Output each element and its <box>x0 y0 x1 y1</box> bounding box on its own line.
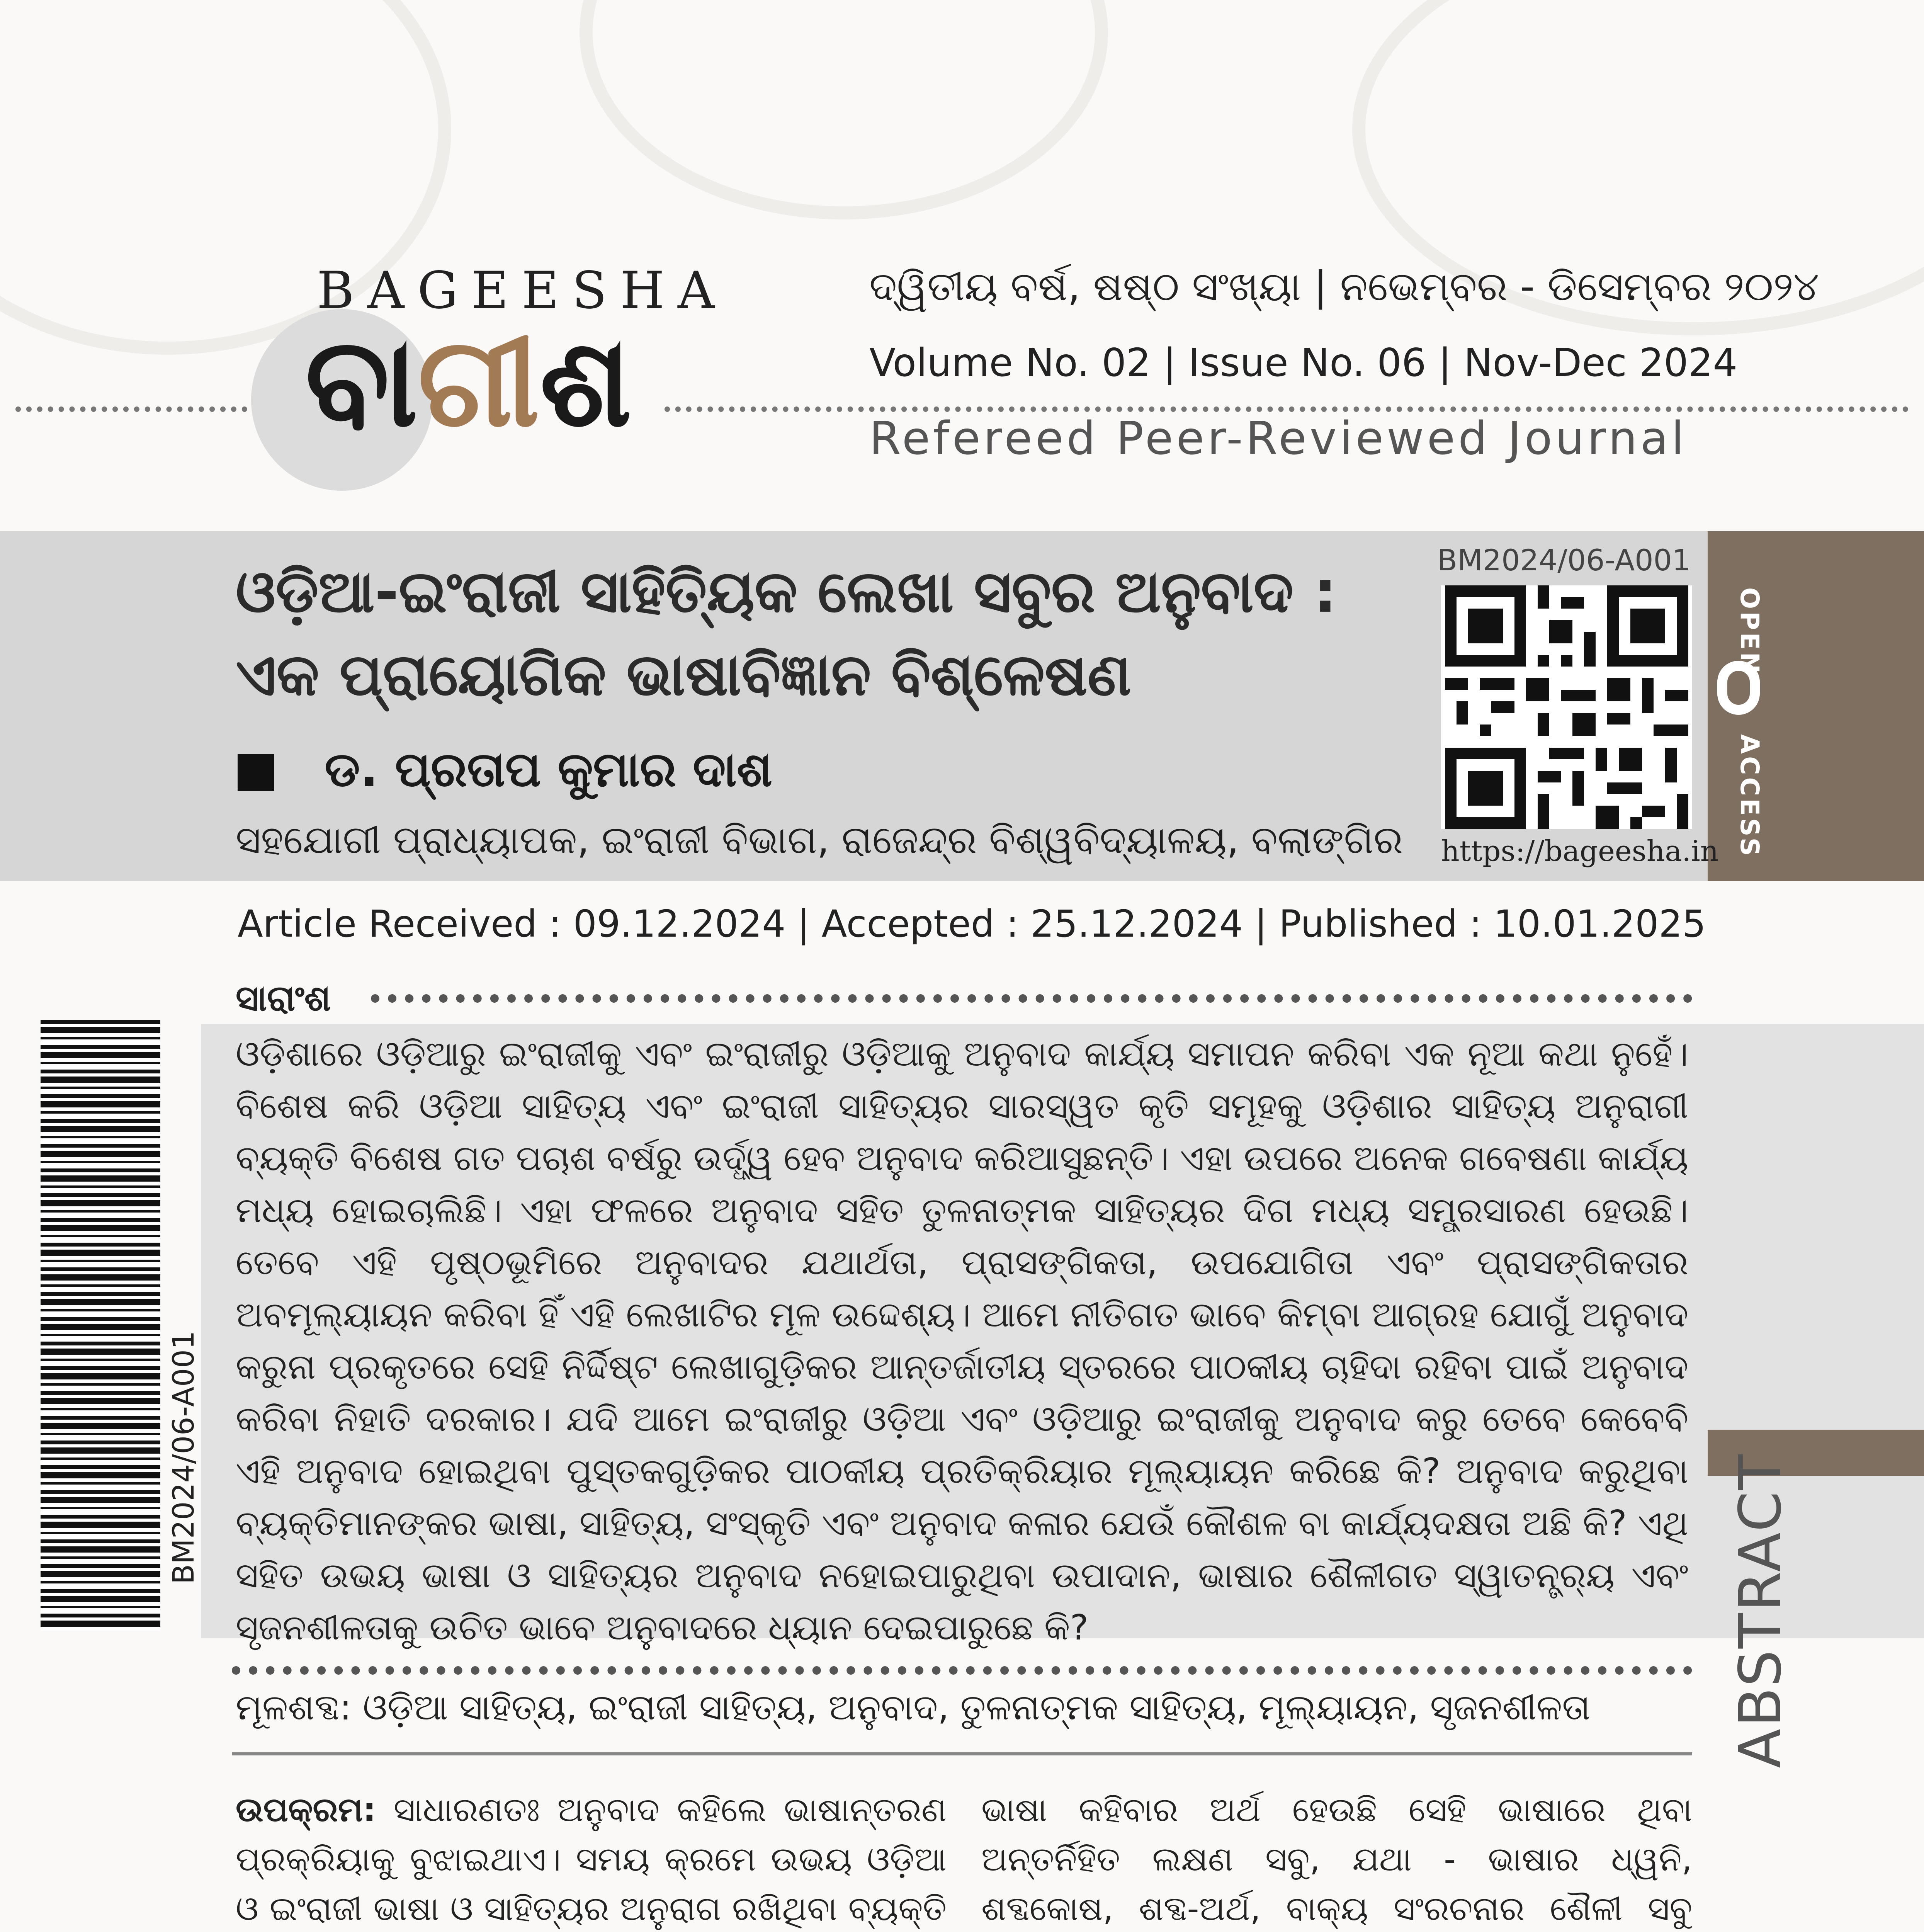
dotted-divider <box>232 1666 1692 1675</box>
article-dates: Article Received : 09.12.2024 | Accepted : 25.12.2024 | Published : 10.01.2025 <box>238 902 1706 946</box>
author-name: ଡ. ପ୍ରତାପ କୁମାର ଦାଶ <box>325 742 773 798</box>
intro-text: ସାଧାରଣତଃ ଅନୁବାଦ କହିଲେ ଭାଷାନ୍ତରଣ ପ୍ରକ୍ରିୟାକୁ ବୁଝାଇଥାଏ। ସମୟ କ୍ରମେ ଉଭୟ ଓଡ଼ିଆ ଓ ଇଂରାଜୀ ଭାଷା ଓ ସାହିତ୍ୟର ଅନୁରାଗ ରଖିଥିବା ବ୍ୟକ୍ତି <box>236 1791 947 1928</box>
article-id: BM2024/06-A001 <box>1437 543 1691 577</box>
dotted-divider <box>371 994 1692 1003</box>
logo-part-2: ଶ <box>539 311 632 454</box>
keywords: ମୂଳଶବ୍ଦ: ଓଡ଼ିଆ ସାହିତ୍ୟ, ଇଂରାଜୀ ସାହିତ୍ୟ, ଅନୁବାଦ, ତୁଳନାତ୍ମକ ସାହିତ୍ୟ, ମୂଲ୍ୟାୟନ, ସୃଜନଶୀଳତା <box>236 1687 1591 1728</box>
logo-part-accent: ଗୀ <box>418 311 540 454</box>
abstract-text: ଓଡ଼ିଶାରେ ଓଡ଼ିଆରୁ ଇଂରାଜୀକୁ ଏବଂ ଇଂରାଜୀରୁ ଓଡ଼ିଆକୁ ଅନୁବାଦ କାର୍ଯ୍ୟ ସମାପନ କରିବା ଏକ ନୂଆ କଥା ନୁହେଁ। ବିଶେଷ କରି ଓଡ଼ିଆ ସାହିତ୍ୟ ଏବଂ ଇଂରାଜୀ ସାହିତ୍ୟର ସାରସ୍ୱତ କୃତି ସମୂହକୁ ଓଡ଼ିଶାର ସାହିତ୍ୟ ଅନୁରାଗୀ ବ୍ୟକ୍ତି ବିଶେଷ ଗତ ପଚାଶ ବର୍ଷରୁ ଉର୍ଦ୍ଧ୍ୱ ହେବ ଅନୁବାଦ କରିଆସୁଛନ୍ତି। ଏହା ଉପରେ ଅନେକ ଗବେଷଣା କାର୍ଯ୍ୟ ମଧ୍ୟ ହୋଇଚାଲିଛି। ଏହା ଫଳରେ ଅନୁବାଦ ସହିତ ତୁଳନାତ୍ମକ ସାହିତ୍ୟର ଦିଗ ମଧ୍ୟ ସମ୍ପ୍ରସାରଣ ହେଉଛି। ତେବେ ଏହି ପୃଷ୍ଠଭୂମିରେ ଅନୁବାଦର ଯଥାର୍ଥତା, ପ୍ରାସଙ୍ଗିକତା, ଉପଯୋଗିତା ଏବଂ ପ୍ରାସଙ୍ଗିକତାର ଅବମୂଲ୍ୟାୟନ କରିବା ହିଁ ଏହି ଲେଖାଟିର ମୂଳ ଉଦ୍ଦେଶ୍ୟ। ଆମେ ନୀତିଗତ ଭାବେ କିମ୍ବା ଆଗ୍ରହ ଯୋଗୁଁ ଅନୁବାଦ କରୁନା ପ୍ରକୃତରେ ସେହି ନିର୍ଦ୍ଦିଷ୍ଟ ଲେଖାଗୁଡ଼ିକର ଆନ୍ତର୍ଜାତୀୟ ସ୍ତରରେ ପାଠକୀୟ ଚାହିଦା ରହିବା ପାଇଁ ଅନୁବାଦ କରିବା ନିହାତି ଦରକାର। ଯଦି ଆମେ ଇଂରାଜୀରୁ ଓଡ଼ିଆ ଏବଂ ଓଡ଼ିଆରୁ ଇଂରାଜୀକୁ ଅନୁବାଦ କରୁ ତେବେ କେବେବି ଏହି ଅନୁବାଦ ହୋଇଥିବା ପୁସ୍ତକଗୁଡ଼ିକର ପାଠକୀୟ ପ୍ରତିକ୍ରିୟାର ମୂଲ୍ୟାୟନ କରିଛେ କି? ଅନୁବାଦ କରୁଥିବା ବ୍ୟକ୍ତିମାନଙ୍କର ଭାଷା, ସାହିତ୍ୟ, ସଂସ୍କୃତି ଏବଂ ଅନୁବାଦ କଳାର ଯେଉଁ କୌଶଳ ବା କାର୍ଯ୍ୟଦକ୍ଷତା ଅଛି କି? ଏଥି ସହିତ ଉଭୟ ଭାଷା ଓ ସାହିତ୍ୟର ଅନୁବାଦ ନହୋଇପାରୁଥିବା ଉପାଦାନ, ଭାଷାର ଶୈଳୀଗତ ସ୍ୱାତନ୍ତ୍ର୍ୟ ଏବଂ ସୃଜନଶୀଳତାକୁ ଉଚିତ ଭାବେ ଅନୁବାଦରେ ଧ୍ୟାନ ଦେଇପାରୁଛେ କି? <box>236 1034 1688 1648</box>
author-bullet <box>238 754 274 791</box>
background-swirl <box>580 0 1108 219</box>
refereed-label: Refereed Peer-Reviewed Journal <box>869 412 1687 465</box>
issue-info-odia: ଦ୍ୱିତୀୟ ବର୍ଷ, ଷଷ୍ଠ ସଂଖ୍ୟା | ନଭେମ୍ବର - ଡିସେମ୍ବର ୨୦୨୪ <box>869 263 1819 310</box>
article-title-line-1: ଓଡ଼ିଆ-ଇଂରାଜୀ ସାହିତ୍ୟିକ ଲେଖା ସବୁର ଅନୁବାଦ : <box>236 558 1337 626</box>
barcode-id: BM2024/06-A001 <box>166 1330 201 1584</box>
body-column-left <box>236 1785 947 1932</box>
open-label: OPEN <box>1735 587 1764 676</box>
brand-name-english: BAGEESHA <box>317 261 728 320</box>
open-access-icon <box>1717 661 1760 715</box>
access-label: ACCESS <box>1735 734 1764 859</box>
dotted-divider <box>15 406 247 412</box>
barcode <box>41 1020 160 1631</box>
article-title-line-2: ଏକ ପ୍ରାୟୋଗିକ ଭାଷାବିଜ୍ଞାନ ବିଶ୍ଳେଷଣ <box>236 641 1132 709</box>
logo-part-1: ବା <box>305 311 418 454</box>
abstract-label: ସାରାଂଶ <box>236 978 331 1019</box>
volume-info: Volume No. 02 | Issue No. 06 | Nov-Dec 2024 <box>869 340 1738 385</box>
body-column-right <box>981 1785 1692 1932</box>
dotted-divider <box>665 406 1909 412</box>
qr-code <box>1441 585 1692 829</box>
journal-url[interactable]: https://bageesha.in <box>1441 835 1719 868</box>
section-divider <box>232 1752 1692 1755</box>
journal-logo <box>305 311 632 454</box>
body-text-right: ଭାଷା କହିବାର ଅର୍ଥ ହେଉଛି ସେହି ଭାଷାରେ ଥିବା ଅନ୍ତର୍ନିହିତ ଲକ୍ଷଣ ସବୁ, ଯଥା - ଭାଷାର ଧ୍ୱନି, ଶବ୍ଦକୋଷ, ଶବ୍ଦ-ଅର୍ଥ, ବାକ୍ୟ ସଂରଚନାର ଶୈଳୀ ସବୁ <box>981 1791 1692 1928</box>
author-affiliation: ସହଯୋଗୀ ପ୍ରାଧ୍ୟାପକ, ଇଂରାଜୀ ବିଭାଗ, ରାଜେନ୍ଦ୍ର ବିଶ୍ୱବିଦ୍ୟାଳୟ, ବଲାଙ୍ଗିର <box>236 817 1403 862</box>
intro-label: ଉପକ୍ରମ: <box>236 1791 376 1829</box>
abstract-side-label: ABSTRACT <box>1727 1453 1794 1769</box>
